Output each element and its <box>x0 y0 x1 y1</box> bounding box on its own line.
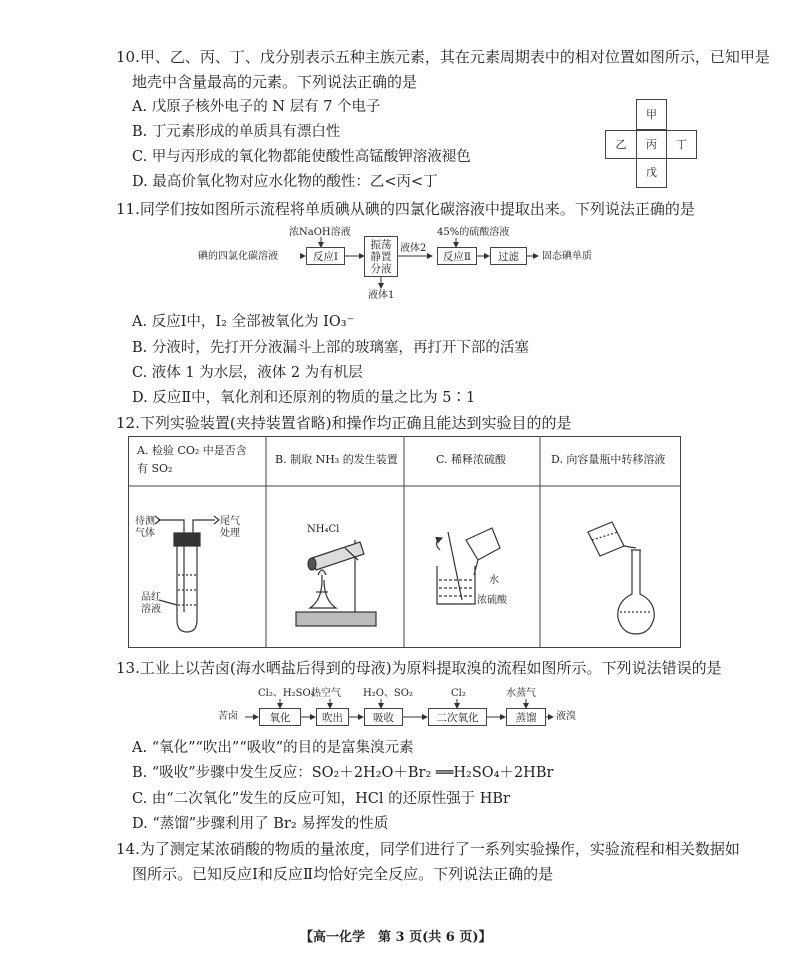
q13-step-distill: 蒸馏 <box>506 708 546 726</box>
q10-stem-line2: 地壳中含量最高的元素。下列说法正确的是 <box>132 73 418 91</box>
label-waste-line2: 处理 <box>220 528 240 539</box>
q13-reagent3: H₂O、SO₂ <box>363 688 413 699</box>
q11-end: 固态碘单质 <box>542 251 592 262</box>
q11-step3: 反应Ⅱ <box>437 247 477 265</box>
q11-option-b: B. 分液时，先打开分液漏斗上部的玻璃塞，再打开下部的活塞 <box>132 340 529 356</box>
label-pin-line1: 品红 <box>141 592 161 603</box>
label-gas-line1: 待测 <box>135 516 155 527</box>
q13-step-second-oxidize: 二次氧化 <box>428 708 487 726</box>
q11-start: 碘的四氯化碳溶液 <box>198 251 278 262</box>
q12-header-a-line2: 有 SO₂ <box>137 462 173 475</box>
q11-liquid2: 液体2 <box>400 243 427 254</box>
q10-option-b: B. 丁元素形成的单质具有漂白性 <box>132 124 341 140</box>
cell-jia: 甲 <box>636 99 667 130</box>
q11-step2-line2: 静置 <box>370 250 392 263</box>
q10-option-d: D. 最高价氧化物对应水化物的酸性：乙<丙<丁 <box>132 174 438 190</box>
q11-option-a: A. 反应Ⅰ中，I₂ 全部被氧化为 IO₃⁻ <box>132 314 355 330</box>
cell-wu: 戊 <box>636 158 667 188</box>
page-footer: 【高一化学 第 3 页(共 6 页)】 <box>300 930 492 945</box>
q13-reagent2: 热空气 <box>311 688 341 699</box>
q13-step-blow: 吹出 <box>316 708 349 726</box>
q11-option-d: D. 反应Ⅱ中，氧化剂和还原剂的物质的量之比为 5∶1 <box>132 390 476 406</box>
label-gas-line2: 气体 <box>135 528 155 539</box>
q11-reagent2: 45%的硫酸溶液 <box>437 227 510 238</box>
q13-option-d: D. “蒸馏”步骤利用了 Br₂ 易挥发的性质 <box>132 816 389 832</box>
q10-option-a: A. 戊原子核外电子的 N 层有 7 个电子 <box>132 99 381 115</box>
q13-reagent1: Cl₂、H₂SO₄ <box>258 688 315 699</box>
q13-option-c: C. 由“二次氧化”发生的反应可知，HCl 的还原性强于 HBr <box>132 791 510 807</box>
label-pin-line2: 溶液 <box>141 604 161 615</box>
label-waste-line1: 尾气 <box>220 516 240 527</box>
q11-liquid1: 液体1 <box>368 290 395 301</box>
q12-stem: 12.下列实验装置(夹持装置省略)和操作均正确且能达到实验目的的是 <box>116 414 572 432</box>
q11-stem: 11.同学们按如图所示流程将单质碘从碘的四氯化碳溶液中提取出来。下列说法正确的是 <box>116 200 695 218</box>
cell-bing: 丙 <box>636 130 667 159</box>
cell-yi: 乙 <box>605 130 637 159</box>
q11-option-c: C. 液体 1 为水层，液体 2 为有机层 <box>132 365 363 381</box>
q12-header-b: B. 制取 NH₃ 的发生装置 <box>275 453 398 466</box>
label-water: 水 <box>489 575 499 586</box>
q14-stem-line2: 图所示。已知反应Ⅰ和反应Ⅱ均恰好完全反应。下列说法正确的是 <box>132 865 554 883</box>
q13-reagent4: Cl₂ <box>451 688 466 699</box>
cell-ding: 丁 <box>666 130 697 159</box>
q13-reagent5: 水蒸气 <box>506 688 536 699</box>
q12-header-c: C. 稀释浓硫酸 <box>436 453 507 466</box>
q11-step2-line1: 振荡 <box>370 238 392 251</box>
q12-header-d: D. 向容量瓶中转移溶液 <box>551 453 666 466</box>
q11-step1: 反应Ⅰ <box>306 247 345 265</box>
q13-step-absorb: 吸收 <box>364 708 403 726</box>
q13-end: 液溴 <box>556 711 576 722</box>
q13-stem: 13.工业上以苦卤(海水晒盐后得到的母液)为原料提取溴的流程如图所示。下列说法错误的是 <box>116 659 722 677</box>
q12-header-a-line1: A. 检验 CO₂ 中是否含 <box>137 444 247 457</box>
q14-stem-line1: 14.为了测定某浓硝酸的物质的量浓度，同学们进行了一系列实验操作，实验流程和相关数据如 <box>116 840 740 858</box>
q10-option-c: C. 甲与丙形成的氧化物都能使酸性高锰酸钾溶液褪色 <box>132 149 471 165</box>
q13-start: 苦卤 <box>218 711 238 722</box>
q10-stem-line1: 10.甲、乙、丙、丁、戊分别表示五种主族元素，其在元素周期表中的相对位置如图所示，已知甲是 <box>116 48 770 66</box>
q11-step4: 过滤 <box>490 247 527 265</box>
q13-option-b: B. “吸收”步骤中发生反应：SO₂＋2H₂O＋Br₂ ══H₂SO₄＋2HBr <box>132 765 554 781</box>
q13-step-oxidize: 氧化 <box>259 708 301 726</box>
label-nh4cl: NH₄Cl <box>307 524 340 535</box>
q13-option-a: A. “氧化”“吹出”“吸收”的目的是富集溴元素 <box>132 740 414 756</box>
label-acid: 浓硫酸 <box>477 595 507 606</box>
q11-reagent1: 浓NaOH溶液 <box>289 227 351 238</box>
q11-step2-line3: 分液 <box>370 262 392 275</box>
